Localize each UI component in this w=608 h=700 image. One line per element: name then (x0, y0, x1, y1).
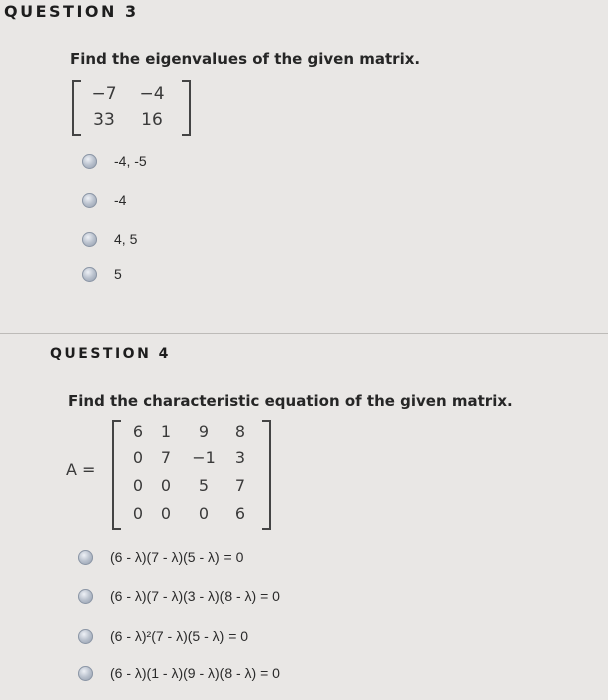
question-3-heading: QUESTION 3 (4, 2, 139, 21)
radio-button[interactable] (82, 193, 97, 208)
option-label: 4, 5 (114, 231, 138, 247)
question-4-heading: QUESTION 4 (50, 346, 171, 362)
option-label: -4, -5 (114, 153, 147, 169)
radio-button[interactable] (82, 232, 97, 247)
question-3-prompt: Find the eigenvalues of the given matrix. (70, 50, 421, 68)
question-4-prompt: Find the characteristic equation of the given matrix. (68, 392, 513, 410)
matrix-cell: 0 (198, 504, 210, 523)
radio-button[interactable] (82, 154, 97, 169)
matrix-right-bracket (182, 80, 191, 136)
radio-button[interactable] (78, 666, 93, 681)
matrix-cell: 8 (234, 422, 246, 441)
question-3-option-1[interactable] (82, 153, 147, 169)
matrix-cell: −7 (91, 84, 117, 104)
matrix-cell: 7 (234, 476, 246, 495)
option-label: -4 (114, 192, 127, 208)
question-4-option-2[interactable] (78, 588, 280, 604)
matrix-cell: 16 (141, 110, 163, 130)
matrix-cell: 6 (234, 504, 246, 523)
option-label: (6 - λ)(7 - λ)(3 - λ)(8 - λ) = 0 (110, 588, 280, 604)
option-label: (6 - λ)(1 - λ)(9 - λ)(8 - λ) = 0 (110, 665, 280, 681)
matrix-cell: 0 (160, 504, 172, 523)
radio-button[interactable] (78, 589, 93, 604)
option-label: (6 - λ)(7 - λ)(5 - λ) = 0 (110, 549, 244, 565)
option-label: 5 (114, 266, 122, 282)
matrix-cell: 9 (198, 422, 210, 441)
matrix-left-bracket (112, 420, 121, 530)
matrix-cell: 33 (93, 110, 115, 130)
question-3-option-4[interactable] (82, 266, 122, 282)
matrix-cell: −4 (139, 84, 165, 104)
option-label: (6 - λ)²(7 - λ)(5 - λ) = 0 (110, 628, 249, 644)
matrix-name-label: A = (66, 460, 96, 479)
question-3-matrix (72, 80, 202, 136)
radio-button[interactable] (78, 550, 93, 565)
matrix-cell: −1 (192, 448, 216, 467)
matrix-left-bracket (72, 80, 81, 136)
radio-button[interactable] (82, 267, 97, 282)
matrix-cell: 7 (160, 448, 172, 467)
matrix-cell: 5 (198, 476, 210, 495)
radio-button[interactable] (78, 629, 93, 644)
section-divider (0, 333, 608, 334)
matrix-cell: 0 (132, 504, 144, 523)
matrix-cell: 0 (132, 476, 144, 495)
question-4-option-1[interactable] (78, 549, 243, 565)
matrix-cell: 1 (160, 422, 172, 441)
matrix-right-bracket (262, 420, 271, 530)
question-4-option-3[interactable] (78, 628, 248, 644)
matrix-cell: 6 (132, 422, 144, 441)
question-4-matrix (112, 420, 282, 532)
matrix-cell: 0 (132, 448, 144, 467)
matrix-cell: 3 (234, 448, 246, 467)
question-4-option-4[interactable] (78, 665, 280, 681)
question-3-option-3[interactable] (82, 231, 137, 247)
matrix-cell: 0 (160, 476, 172, 495)
question-3-option-2[interactable] (82, 192, 126, 208)
